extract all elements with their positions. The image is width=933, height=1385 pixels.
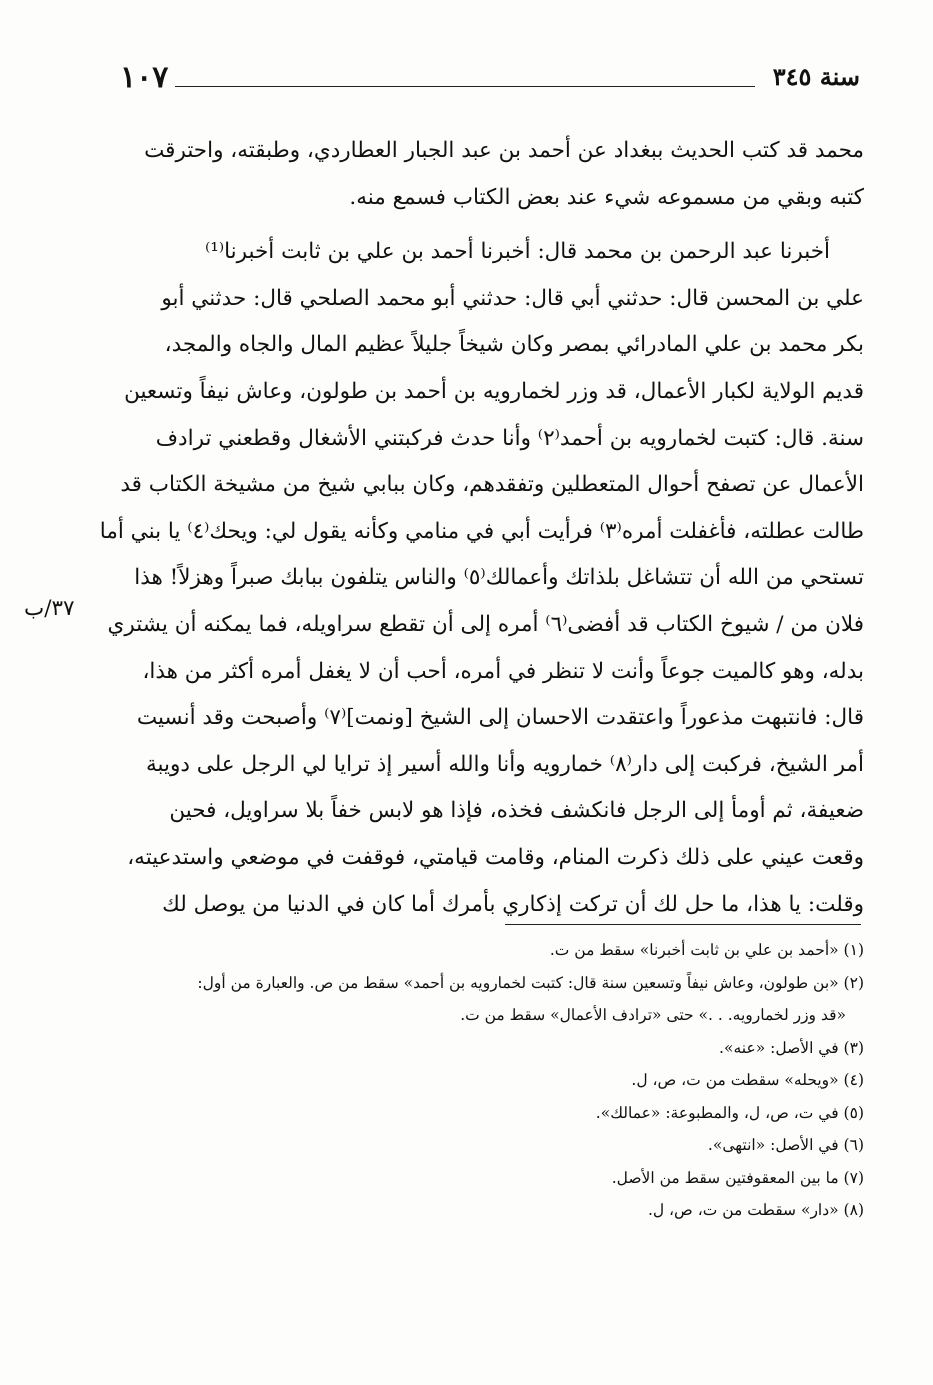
text-line: أمر الشيخ، فركبت إلى دار⁽٨⁾ خمارويه وأنا والله أسير إذ ترايا لي الرجل على دويبة <box>145 751 864 777</box>
footnote-rule <box>505 924 861 925</box>
text-line: سنة. قال: كتبت لخمارويه بن أحمد⁽٢⁾ وأنا حدث فركبتني الأشغال وقطعني ترادف <box>155 425 864 451</box>
text-line: فلان من / شيوخ الكتاب قد أفضى⁽٦⁾ أمره إلى أن تقطع سراويله، فما يمكنه أن يشتري <box>107 611 864 637</box>
footnote-continuation: «قد وزر لخمارويه. . .» حتى «ترادف الأعمال» سقط من ت. <box>460 1006 846 1024</box>
text-line: وقلت: يا هذا، ما حل لك أن تركت إذكاري بأمرك أما كان في الدنيا من يوصل لك <box>162 891 864 917</box>
page-number: ١٠٧ <box>120 60 169 95</box>
footnote: (١) «أحمد بن علي بن ثابت أخبرنا» سقط من ت. <box>549 941 864 959</box>
text-line: طالت عطلته، فأغفلت أمره⁽٣⁾ فرأيت أبي في منامي وكأنه يقول لي: ويحك⁽٤⁾ يا بني أما <box>99 518 864 544</box>
page-header <box>120 60 860 100</box>
text-line: بدله، وهو كالميت جوعاً وأنت لا تنظر في أمره، أحب أن لا يغفل أمره أكثر من هذا، <box>142 658 864 684</box>
footnote: (٢) «بن طولون، وعاش نيفاً وتسعين سنة قال: كتبت لخمارويه بن أحمد» سقط من ص. والعبارة من أول: <box>197 973 864 992</box>
text-line: ضعيفة، ثم أومأ إلى الرجل فانكشف فخذه، فإذا هو لابس خفاً بلا سراويل، فحين <box>169 798 864 824</box>
footnote: (٧) ما بين المعقوفتين سقط من الأصل. <box>611 1168 864 1187</box>
text-line: قديم الولاية لكبار الأعمال، قد وزر لخمارويه بن أحمد بن طولون، وعاش نيفاً وتسعين <box>124 378 864 404</box>
text-line: الأعمال عن تصفح أحوال المتعطلين وتفقدهم، وكان ببابي شيخ من مشيخة الكتاب قد <box>120 472 864 498</box>
manuscript-folio-marker: ٣٧/ب <box>24 596 75 621</box>
text-line: قال: فانتبهت مذعوراً واعتقدت الاحسان إلى الشيخ [ونمت]⁽٧⁾ وأصبحت وقد أنسيت <box>136 705 864 731</box>
text-line: محمد قد كتب الحديث ببغداد عن أحمد بن عبد الجبار العطاردي، وطبقته، واحترقت <box>144 138 864 163</box>
text-line: بكر محمد بن علي المادرائي بمصر وكان شيخاً جليلاً عظيم المال والجاه والمجد، <box>164 332 864 358</box>
footnote: (٤) «ويحله» سقطت من ت، ص، ل. <box>631 1071 864 1089</box>
footnotes <box>108 934 864 1227</box>
text-line: وقعت عيني على ذلك ذكرت المنام، وقامت قيامتي، فوقفت في موضعي واستدعيته، <box>127 844 864 870</box>
main-text <box>99 128 864 928</box>
text-line: تستحي من الله أن تتشاغل بلذاتك وأعمالك⁽٥⁾ والناس يتلفون ببابك صبراً وهزلاً! هذا <box>134 565 864 591</box>
footnote: (٥) في ت، ص، ل، والمطبوعة: «عمالك». <box>595 1103 864 1122</box>
text-line: علي بن المحسن قال: حدثني أبي قال: حدثني أبو محمد الصلحي قال: حدثني أبو <box>161 285 864 311</box>
footnote: (٣) في الأصل: «عنه». <box>719 1038 864 1057</box>
text-line: أخبرنا عبد الرحمن بن محمد قال: أخبرنا أحمد بن علي بن ثابت أخبرنا⁽¹⁾ <box>204 239 830 265</box>
text-line: كتبه وبقي من مسموعه شيء عند بعض الكتاب فسمع منه. <box>349 184 864 210</box>
running-head-year: سنة ٣٤٥ <box>772 62 860 91</box>
footnote: (٨) «دار» سقطت من ت، ص، ل. <box>647 1201 864 1219</box>
header-rule <box>175 86 755 87</box>
footnote: (٦) في الأصل: «انتهى». <box>707 1136 864 1154</box>
